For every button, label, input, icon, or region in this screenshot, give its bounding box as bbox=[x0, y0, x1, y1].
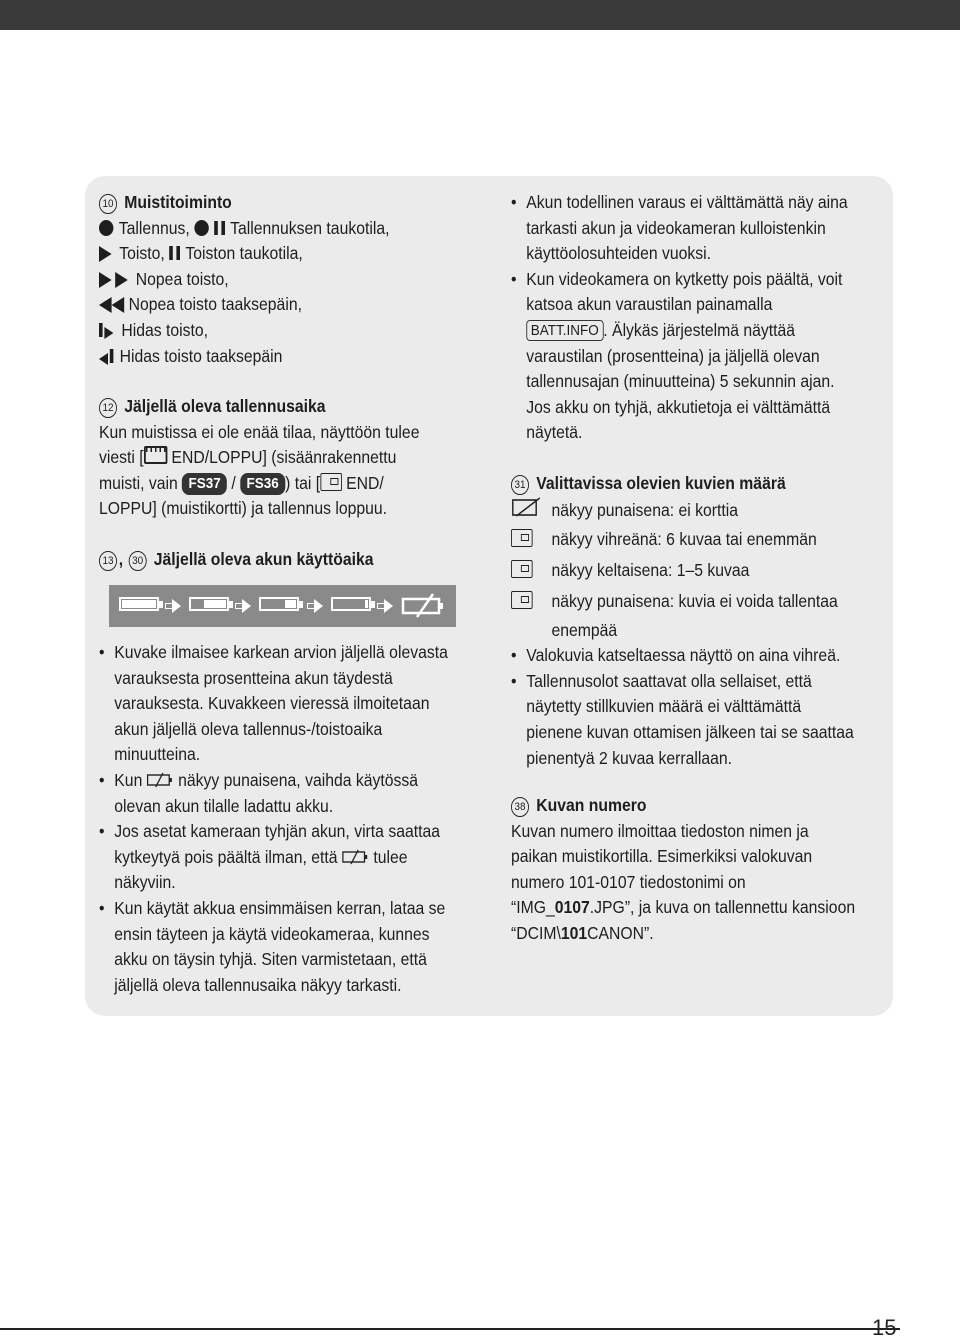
battery-empty-icon bbox=[147, 772, 174, 788]
line-text: Kuvan numero ilmoittaa tiedoston nimen ja bbox=[511, 820, 809, 841]
line-text: pienene kuvan ottamisen jälkeen tai se saattaa bbox=[526, 721, 854, 742]
line-text: pienentyä 2 kuvaa kerrallaan. bbox=[526, 747, 733, 768]
section-13-30 bbox=[99, 547, 473, 573]
line-text: , bbox=[118, 549, 124, 569]
line-text: “IMG_ bbox=[511, 897, 555, 918]
batt-info-button: BATT.INFO bbox=[526, 320, 603, 341]
line-text: näkyy punaisena: ei korttia bbox=[551, 499, 738, 520]
line-text: minuutteina. bbox=[114, 744, 201, 765]
line-text: näkyy punaisena, vaihda käytössä bbox=[178, 769, 419, 790]
line-text: Kun videokamera on kytketty pois päältä, voit bbox=[526, 268, 843, 289]
line-text: ) tai [ bbox=[285, 472, 321, 493]
line-text: LOPPU] (muistikortti) ja tallennus loppuu. bbox=[99, 498, 387, 519]
battery-empty-icon bbox=[342, 849, 369, 865]
arrow-icon bbox=[307, 599, 325, 613]
battery-info-notes bbox=[511, 190, 889, 446]
section-title: Jäljellä oleva tallennusaika bbox=[124, 396, 326, 416]
section-10 bbox=[99, 190, 473, 369]
section-title: Jäljellä oleva akun käyttöaika bbox=[153, 549, 374, 569]
fast-forward-icon bbox=[99, 272, 112, 288]
fast-forward-icon bbox=[115, 272, 128, 288]
line-text: tallennusajan (minuutteina) 5 sekunnin ajan. bbox=[526, 371, 835, 392]
line-text: Hidas toisto taaksepäin bbox=[119, 345, 283, 366]
line-text: Kun muistissa ei ole enää tilaa, näyttöön tulee bbox=[99, 421, 420, 442]
line-text: varauksesta prosentteina akun täydestä bbox=[114, 667, 393, 688]
arrow-icon bbox=[377, 599, 395, 613]
model-badge-fs37: FS37 bbox=[182, 473, 227, 495]
record-dot-icon bbox=[194, 220, 208, 236]
line-text: olevan akun tilalle ladattu akku. bbox=[114, 795, 334, 816]
line-text: näkyviin. bbox=[114, 872, 176, 893]
line-text: jäljellä oleva tallennusaika näkyy tarkasti. bbox=[114, 974, 402, 995]
card-icon bbox=[511, 591, 533, 609]
memory-card-icon bbox=[320, 473, 342, 491]
line-text: / bbox=[231, 472, 236, 493]
page-number: 15 bbox=[872, 1315, 897, 1340]
battery-level-icon bbox=[259, 597, 305, 615]
line-text: ensin täyteen ja käytä videokameraa, kunnes bbox=[114, 923, 430, 944]
line-text: Kun bbox=[114, 769, 143, 790]
line-text: varaustilan (prosentteina) ja jäljellä olevan bbox=[526, 345, 820, 366]
line-text: Tallennusolot saattavat olla sellaiset, että bbox=[526, 670, 812, 691]
card-icon bbox=[511, 529, 533, 547]
section-31 bbox=[511, 471, 889, 771]
section-number: 31 bbox=[511, 475, 529, 495]
line-text: 101 bbox=[560, 922, 588, 943]
section-number: 30 bbox=[129, 551, 147, 571]
model-badge-fs36: FS36 bbox=[240, 473, 285, 495]
line-text: Tallennus, bbox=[118, 217, 190, 238]
slow-forward-icon bbox=[99, 323, 103, 337]
arrow-icon bbox=[165, 599, 183, 613]
line-text: Toiston taukotila, bbox=[185, 243, 303, 264]
line-text: akun jäljellä oleva tallennus-/toistoaika bbox=[114, 718, 383, 739]
line-text: Jos akku on tyhjä, akkutietoja ei välttämättä bbox=[526, 396, 831, 417]
line-text: .JPG”, ja kuva on tallennettu kansioon bbox=[589, 897, 856, 918]
section-title: Muistitoiminto bbox=[124, 192, 232, 212]
line-text: viesti [ bbox=[99, 447, 144, 468]
battery-level-icon bbox=[189, 597, 235, 615]
line-text: “DCIM\ bbox=[511, 922, 561, 943]
line-text: Nopea toisto taaksepäin, bbox=[128, 294, 302, 315]
line-text: muisti, vain bbox=[99, 472, 178, 493]
line-text: näkyy vihreänä: 6 kuvaa tai enemmän bbox=[551, 529, 817, 550]
line-text: Akun todellinen varaus ei välttämättä näy aina bbox=[526, 192, 848, 212]
line-text: END/ bbox=[346, 472, 384, 493]
line-text: tulee bbox=[373, 846, 408, 867]
line-text: . Älykäs järjestelmä näyttää bbox=[603, 319, 796, 340]
line-text: END/LOPPU] (sisäänrakennettu bbox=[171, 447, 397, 468]
line-text: tarkasti akun ja videokameran kulloistenkin bbox=[526, 217, 826, 238]
slow-forward-icon bbox=[104, 327, 113, 339]
line-text: Kuvake ilmaisee karkean arvion jäljellä olevasta bbox=[114, 642, 448, 662]
section-12 bbox=[99, 394, 473, 522]
section-number: 12 bbox=[99, 398, 117, 418]
section-title: Kuvan numero bbox=[536, 795, 647, 815]
section-title: Valittavissa olevien kuvien määrä bbox=[536, 473, 786, 493]
line-text: näytetty stillkuvien määrä ei välttämättä bbox=[526, 696, 802, 717]
line-text: Nopea toisto, bbox=[135, 268, 229, 289]
section-38 bbox=[511, 793, 889, 947]
line-text: Valokuvia katseltaessa näyttö on aina vihreä. bbox=[526, 645, 841, 666]
line-text: varauksesta. Kuvakkeen vieressä ilmoitetaan bbox=[114, 693, 430, 714]
card-icon bbox=[511, 560, 533, 578]
line-text: näkyy punaisena: kuvia ei voida tallentaa bbox=[551, 591, 838, 612]
line-text: akku on täysin tyhjä. Siten varmistetaan, että bbox=[114, 949, 427, 970]
line-text: numero 101-0107 tiedostonimi on bbox=[511, 871, 746, 892]
line-text: käyttöolosuhteiden vuoksi. bbox=[526, 243, 712, 264]
battery-empty-icon bbox=[401, 593, 449, 619]
pause-icon bbox=[169, 246, 180, 260]
line-text: Hidas toisto, bbox=[121, 319, 209, 340]
line-text: katsoa akun varaustilan painamalla bbox=[526, 294, 773, 315]
line-text: Kun käytät akkua ensimmäisen kerran, lataa se bbox=[114, 897, 446, 918]
line-text: näkyy keltaisena: 1–5 kuvaa bbox=[551, 560, 750, 581]
battery-notes bbox=[99, 640, 473, 998]
line-text: enempää bbox=[551, 619, 618, 640]
record-dot-icon bbox=[99, 220, 113, 236]
pause-icon bbox=[214, 221, 225, 235]
line-text: CANON”. bbox=[587, 922, 654, 943]
line-text: kytkeytyä pois päältä ilman, että bbox=[114, 846, 338, 867]
section-number: 10 bbox=[99, 194, 117, 214]
line-text: Toisto, bbox=[119, 243, 165, 264]
top-bar bbox=[0, 0, 960, 30]
line-text: paikan muistikortilla. Esimerkiksi valokuvan bbox=[511, 846, 813, 867]
section-number: 38 bbox=[511, 797, 529, 817]
rewind-icon bbox=[112, 297, 125, 313]
line-text: näytetä. bbox=[526, 422, 583, 443]
rewind-icon bbox=[99, 297, 112, 313]
battery-level-strip bbox=[109, 585, 456, 627]
battery-level-icon bbox=[331, 597, 377, 615]
footer-rule bbox=[0, 1328, 900, 1330]
section-number: 13 bbox=[99, 551, 117, 571]
line-text: Jos asetat kameraan tyhjän akun, virta saattaa bbox=[114, 821, 440, 842]
line-text: Tallennuksen taukotila, bbox=[230, 217, 390, 238]
slow-rewind-icon bbox=[99, 353, 108, 365]
built-in-memory-icon bbox=[144, 446, 167, 464]
arrow-icon bbox=[235, 599, 253, 613]
line-text: 0107 bbox=[554, 897, 590, 918]
play-icon bbox=[99, 246, 112, 262]
no-card-icon bbox=[511, 497, 542, 517]
slow-rewind-icon bbox=[110, 349, 114, 363]
battery-level-icon bbox=[119, 597, 165, 615]
